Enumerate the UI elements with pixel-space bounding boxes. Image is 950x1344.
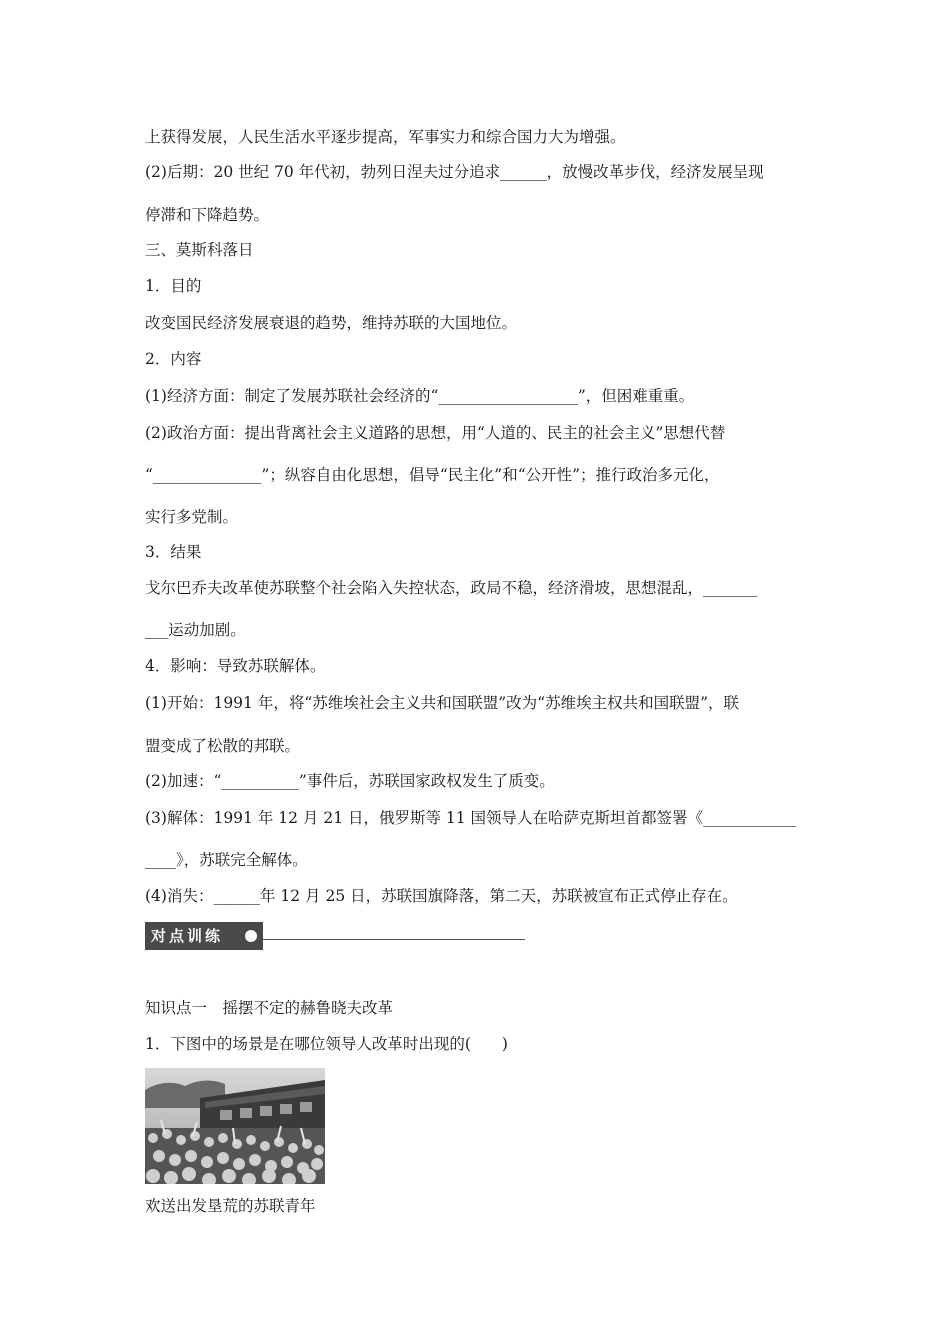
line-8: (2)政治方面：提出背离社会主义道路的思想，用“人道的、民主的社会主义”思想代替 [145, 424, 726, 442]
line-17: (2)加速：“__________”事件后，苏联国家政权发生了质变。 [145, 772, 555, 790]
line-7: (1)经济方面：制定了发展苏联社会经济的“__________________”，但困难重重。 [145, 387, 695, 405]
line-12: 戈尔巴乔夫改革使苏联整个社会陷入失控状态，政局不稳，经济滑坡，思想混乱，_______ [145, 579, 758, 597]
section-heading: 三、莫斯科落日 [145, 241, 254, 259]
line-18: (3)解体：1991 年 12 月 21 日，俄罗斯等 11 国领导人在哈萨克斯坦首都签署《____________ [145, 809, 797, 827]
line-5: 改变国民经济发展衰退的趋势，维持苏联的大国地位。 [145, 314, 518, 332]
line-10: 实行多党制。 [145, 508, 239, 526]
historical-photo [145, 1068, 325, 1184]
line-13: ___运动加剧。 [145, 621, 246, 639]
photo-caption: 欢送出发垦荒的苏联青年 [145, 1197, 316, 1215]
line-2: 停滞和下降趋势。 [145, 206, 270, 224]
subheading-impact: 4．影响：导致苏联解体。 [145, 657, 326, 675]
line-16: 盟变成了松散的邦联。 [145, 737, 301, 755]
subheading-purpose: 1．目的 [145, 277, 202, 295]
banner-label: 对点训练 [145, 922, 263, 950]
line-0: 上获得发展，人民生活水平逐步提高，军事实力和综合国力大为增强。 [145, 128, 626, 146]
line-9: “______________”；纵容自由化思想，倡导“民主化”和“公开性”；推行政治多元化， [145, 466, 720, 484]
line-15: (1)开始：1991 年，将“苏维埃社会主义共和国联盟”改为“苏维埃主权共和国联盟”，联 [145, 694, 740, 712]
knowledge-point-heading: 知识点一 摇摆不定的赫鲁晓夫改革 [145, 999, 394, 1017]
line-1: (2)后期：20 世纪 70 年代初，勃列日涅夫过分追求______，放慢改革步伐，经济发展呈现 [145, 163, 764, 181]
subheading-result: 3．结果 [145, 543, 202, 561]
circle-icon [245, 930, 257, 942]
question-1: 1．下图中的场景是在哪位领导人改革时出现的( ) [145, 1035, 508, 1053]
banner-rule [263, 939, 525, 940]
practice-banner [145, 922, 525, 950]
subheading-content: 2．内容 [145, 350, 202, 368]
line-19: ____》，苏联完全解体。 [145, 851, 308, 869]
line-20: (4)消失：______年 12 月 25 日，苏联国旗降落，第二天，苏联被宣布正式停止存在。 [145, 887, 738, 905]
